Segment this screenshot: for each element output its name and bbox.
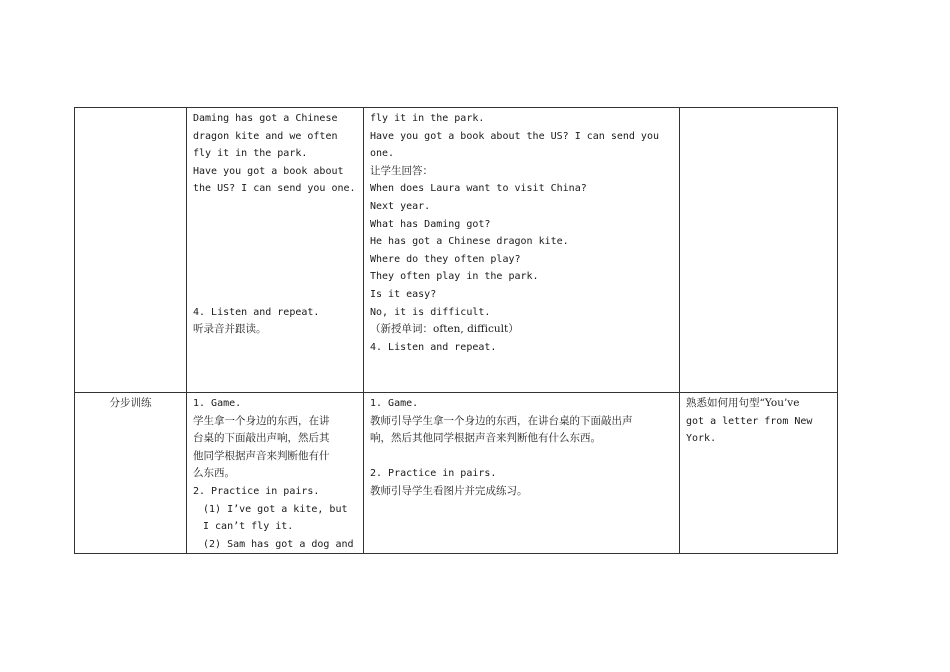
content-line: dragon kite and we often (193, 130, 338, 142)
teacher-line: What has Daming got? (370, 218, 491, 230)
stage-label: 分步训练 (109, 397, 152, 409)
content-line: 台桌的下面敲出声响，然后其 (193, 432, 330, 445)
lesson-plan-table (74, 107, 838, 554)
teacher-line: Have you got a book about the US? I can send you (370, 130, 659, 142)
content-line: Daming has got a Chinese (193, 113, 338, 124)
teacher-line: 响，然后其他同学根据声音来判断他有什么东西。 (370, 432, 601, 445)
content-line: 1. Game. (193, 398, 242, 409)
purpose-line: York. (686, 433, 717, 445)
content-line: 他同学根据声音来判断他有什 (193, 449, 330, 462)
teacher-line: 教师引导学生看图片并完成练习。 (370, 484, 528, 497)
teacher-line: He has got a Chinese dragon kite. (370, 236, 569, 248)
teacher-line: fly it in the park. (370, 113, 485, 124)
purpose-cell (680, 393, 838, 554)
teacher-line: 教师引导学生拿一个身边的东西，在讲台桌的下面敲出声 (370, 414, 633, 427)
content-line: 听录音并跟读。 (193, 323, 267, 336)
teacher-line: 1. Game. (370, 398, 419, 409)
stage-label-cell (75, 108, 187, 393)
table-row (75, 393, 838, 554)
content-line: 4. Listen and repeat. (193, 306, 320, 318)
teacher-line: 4. Listen and repeat. (370, 341, 497, 353)
teacher-line: Is it easy? (370, 288, 437, 300)
purpose-line: got a letter from New (686, 415, 813, 427)
purpose-line: 熟悉如何用句型“You’ve (686, 397, 800, 409)
teacher-activity-cell (364, 108, 680, 393)
teacher-line: 让学生回答： (370, 164, 433, 177)
table-row (75, 108, 838, 393)
pair-practice-line: I can’t fly it. (203, 521, 294, 533)
content-line: 么东西。 (193, 467, 235, 480)
pair-practice-line: (2) Sam has got a dog and (203, 538, 354, 550)
teacher-line: 2. Practice in pairs. (370, 468, 497, 480)
teacher-activity-cell (364, 393, 680, 554)
teacher-line: When does Laura want to visit China? (370, 183, 587, 195)
content-cell (187, 393, 364, 554)
content-line: the US? I can send you one. (193, 183, 356, 195)
pair-practice-line: (1) I’ve got a kite, but (203, 503, 348, 515)
teacher-line: Next year. (370, 200, 431, 212)
teacher-line: one. (370, 148, 395, 160)
content-line: fly it in the park. (193, 148, 308, 160)
teacher-line: They often play in the park. (370, 271, 539, 283)
content-line: 2. Practice in pairs. (193, 485, 320, 497)
purpose-cell (680, 108, 838, 393)
stage-label-cell (75, 393, 187, 554)
content-cell (187, 108, 364, 393)
content-line: 学生拿一个身边的东西，在讲 (193, 414, 330, 427)
teacher-line: No, it is difficult. (370, 306, 491, 318)
teacher-line: Where do they often play? (370, 253, 521, 265)
content-line: Have you got a book about (193, 165, 344, 177)
teacher-line: （新授单词：often, difficult） (370, 323, 519, 336)
